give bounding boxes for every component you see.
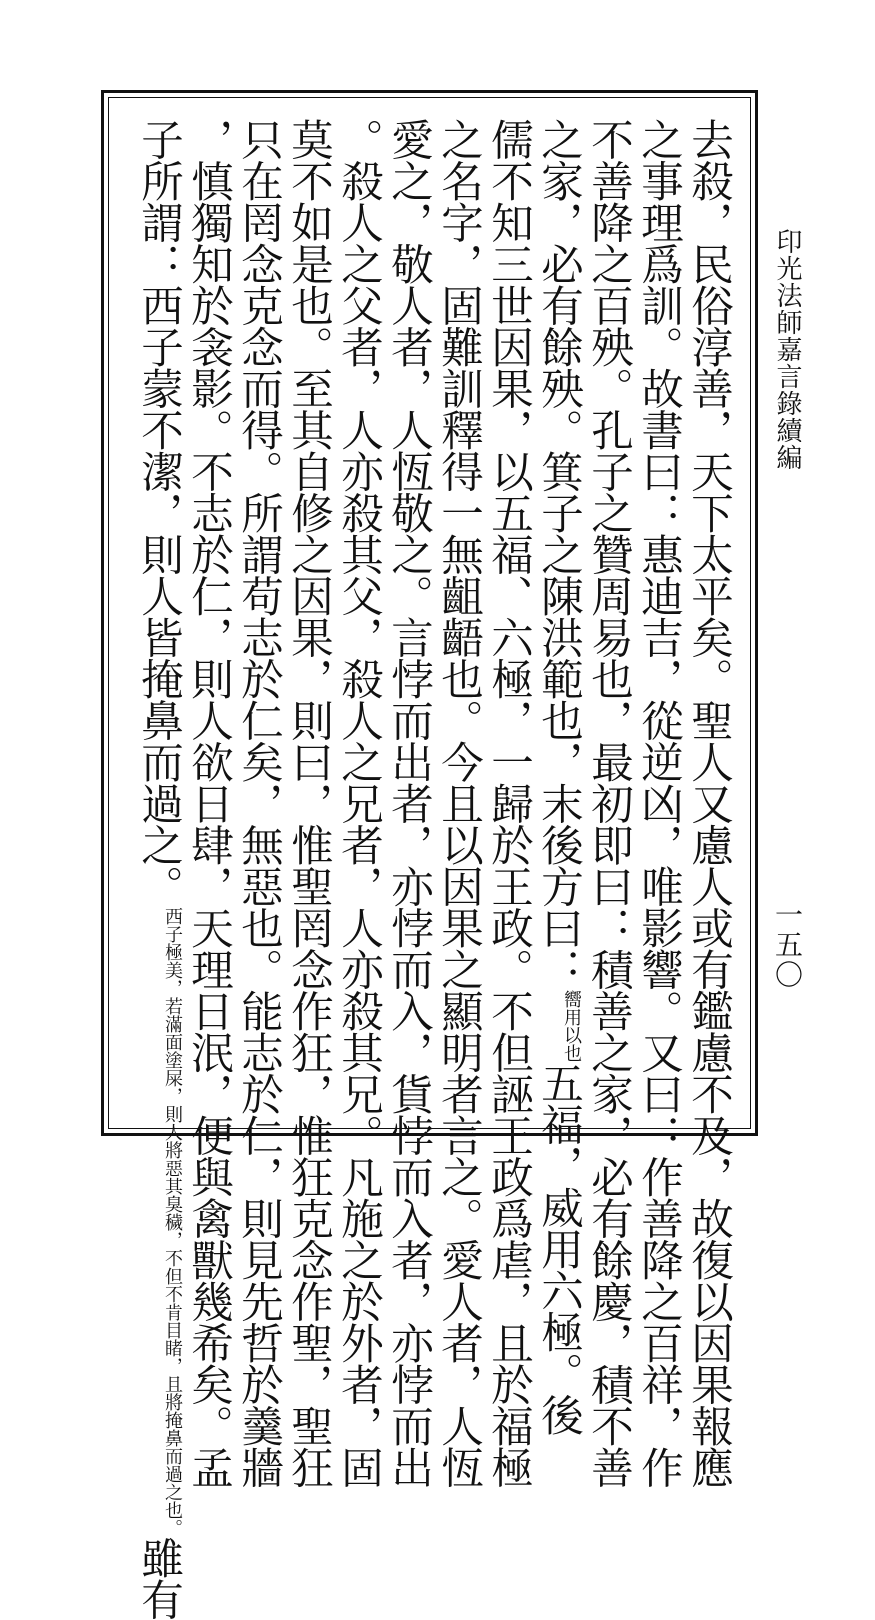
text-column-2: 之事理爲訓。故書曰：惠迪吉，從逆凶，唯影響。又曰：作善降之百祥，作: [634, 118, 683, 1488]
column-12-text: 子所謂：西子蒙不潔，則人皆掩鼻而過之。: [134, 118, 183, 907]
annotation-col4-right: 嚮用: [561, 989, 582, 1026]
column-4-text: 之家，必有餘殃。箕子之陳洪範也，末後方曰：: [534, 118, 583, 990]
annotation-col4-left: 以也: [561, 1025, 582, 1062]
inline-annotation-col12: [162, 907, 183, 1537]
text-column-6: 之名字，固難訓釋得一無齟齬也。今且以因果之顯明者言之。愛人者，人恆: [434, 118, 483, 1488]
text-column-3: 不善降之百殃。孔子之贊周易也，最初即曰：積善之家，必有餘慶，積不善: [584, 118, 633, 1488]
column-4-text-continued: 五福，威用六極。後: [534, 1061, 583, 1435]
text-column-9: 莫不如是也。至其自修之因果，則曰，惟聖罔念作狂，惟狂克念作聖，聖狂: [284, 118, 333, 1488]
text-column-11: ，慎獨知於衾影。不志於仁，則人欲日肆，天理日泯，便與禽獸幾希矣。孟: [184, 118, 233, 1488]
book-title: 印光法師嘉言錄續編: [772, 228, 802, 471]
column-12-text-continued: 雖有: [134, 1536, 183, 1620]
inline-annotation-col4: [559, 990, 583, 1062]
text-column-5: 儒不知三世因果，以五福、六極，一歸於王政。不但誣王政爲虐，且於福極: [484, 118, 533, 1488]
text-column-4: [533, 118, 583, 1435]
text-column-7: 愛之，敬人者，人恆敬之。言悖而出者，亦悖而入，貨悖而入者，亦悖而出: [384, 118, 433, 1488]
text-column-8: 。殺人之父者，人亦殺其父，殺人之兄者，人亦殺其兄。凡施之於外者，固: [334, 118, 383, 1488]
text-column-1: 去殺，民俗淳善，天下太平矣。聖人又慮人或有鑑慮不及，故復以因果報應: [684, 118, 733, 1488]
annotation-col12-right: 西子極美，若滿面塗屎，則人將惡其臭穢: [162, 906, 183, 1231]
page-number: 一五〇: [771, 900, 804, 990]
text-column-10: 只在罔念克念而得。所謂苟志於仁矣，無惡也。能志於仁，則見先哲於羹牆: [234, 118, 283, 1488]
annotation-col12-left: ，不但不肯目睹，且將掩鼻而過之也。: [162, 1230, 183, 1537]
text-column-12: [133, 118, 183, 1620]
